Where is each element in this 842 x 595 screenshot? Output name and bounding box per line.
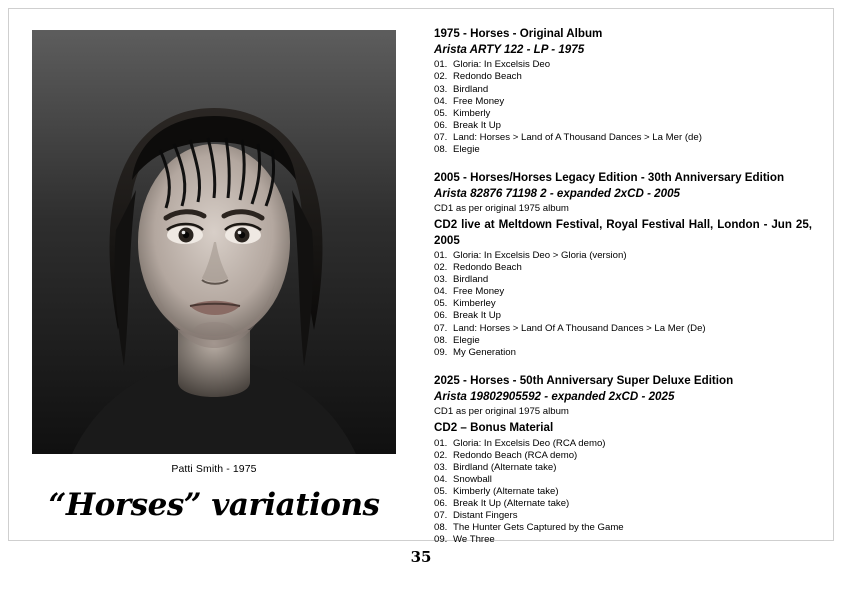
track-title: Birdland (Alternate take) (453, 461, 557, 473)
list-item (434, 108, 812, 120)
list-item (434, 96, 812, 108)
list-item (434, 486, 812, 498)
track-title: My Generation (453, 346, 516, 358)
track-title: Land: Horses > Land of A Thousand Dances > La Mer (de) (453, 131, 702, 143)
track-title: Birdland (453, 83, 489, 95)
track-number: 02. (434, 71, 448, 83)
track-title: Birdland (453, 274, 489, 286)
track-title: Redondo Beach (453, 71, 522, 83)
patti-smith-photo (32, 30, 396, 454)
track-number: 02. (434, 449, 448, 461)
track-title: Elegie (453, 334, 480, 346)
tracklist (434, 438, 812, 547)
track-number: 08. (434, 143, 448, 155)
tracklist (434, 250, 812, 359)
track-title: Break It Up (453, 119, 501, 131)
release-catalog: Arista 82876 71198 2 - expanded 2xCD - 2005 (434, 187, 680, 201)
release-catalog: Arista 19802905592 - expanded 2xCD - 2025 (434, 390, 675, 404)
list-item (434, 450, 812, 462)
track-number: 06. (434, 497, 448, 509)
track-number: 07. (434, 509, 448, 521)
list-item (434, 274, 812, 286)
track-number: 05. (434, 485, 448, 497)
list-item (434, 250, 812, 262)
track-title: Elegie (453, 143, 480, 155)
discography-column (434, 26, 812, 560)
tracklist (434, 59, 812, 156)
track-number: 03. (434, 461, 448, 473)
release-section-1975 (434, 26, 812, 156)
track-number: 09. (434, 346, 448, 358)
list-item (434, 498, 812, 510)
list-item (434, 347, 812, 359)
release-title: 2005 - Horses/Horses Legacy Edition - 30th Anniversary Edition (434, 170, 785, 184)
list-item (434, 59, 812, 71)
track-number: 07. (434, 322, 448, 334)
track-title: Kimberley (453, 298, 496, 310)
release-title: 1975 - Horses - Original Album (434, 27, 603, 40)
list-item (434, 323, 812, 335)
disc-heading: CD2 live at Meltdown Festival, Royal Festival Hall, London - Jun 25, 2005 (434, 218, 812, 247)
list-item (434, 310, 812, 322)
track-number: 09. (434, 534, 448, 546)
release-section-2025 (434, 373, 812, 546)
track-number: 08. (434, 522, 448, 534)
track-number: 01. (434, 437, 448, 449)
track-title: Break It Up (Alternate take) (453, 497, 570, 509)
list-item (434, 144, 812, 156)
release-catalog: Arista ARTY 122 - LP - 1975 (434, 43, 585, 57)
list-item (434, 84, 812, 96)
track-number: 08. (434, 334, 448, 346)
track-number: 07. (434, 131, 448, 143)
track-title: Gloria: In Excelsis Deo (RCA demo) (453, 437, 606, 449)
list-item (434, 522, 812, 534)
track-title: The Hunter Gets Captured by the Game (453, 522, 624, 534)
track-title: Redondo Beach (453, 262, 522, 274)
list-item (434, 462, 812, 474)
track-number: 02. (434, 262, 448, 274)
track-title: We Three (453, 534, 495, 546)
list-item (434, 71, 812, 83)
track-number: 04. (434, 286, 448, 298)
list-item (434, 286, 812, 298)
track-number: 06. (434, 310, 448, 322)
page-title: “Horses” variations (48, 487, 380, 523)
track-number: 06. (434, 119, 448, 131)
photo-caption: Patti Smith - 1975 (171, 463, 257, 475)
list-item (434, 298, 812, 310)
track-title: Break It Up (453, 310, 501, 322)
list-item (434, 534, 812, 546)
track-title: Distant Fingers (453, 509, 518, 521)
track-number: 04. (434, 473, 448, 485)
list-item (434, 132, 812, 144)
release-section-2005 (434, 170, 812, 359)
track-number: 01. (434, 59, 448, 71)
track-number: 03. (434, 274, 448, 286)
track-title: Free Money (453, 286, 505, 298)
disc-heading: CD2 – Bonus Material (434, 421, 554, 435)
disc-note: CD1 as per original 1975 album (434, 203, 569, 215)
track-title: Free Money (453, 95, 505, 107)
page-number: 35 (410, 548, 432, 566)
release-title: 2025 - Horses - 50th Anniversary Super Deluxe Edition (434, 373, 734, 387)
track-number: 05. (434, 298, 448, 310)
portrait-illustration (32, 30, 396, 454)
track-number: 05. (434, 107, 448, 119)
track-number: 03. (434, 83, 448, 95)
track-number: 04. (434, 95, 448, 107)
track-number: 01. (434, 250, 448, 262)
track-title: Snowball (453, 473, 492, 485)
list-item (434, 474, 812, 486)
list-item (434, 335, 812, 347)
track-title: Gloria: In Excelsis Deo > Gloria (version) (453, 250, 627, 262)
track-title: Kimberly (453, 107, 491, 119)
list-item (434, 262, 812, 274)
list-item (434, 510, 812, 522)
track-title: Kimberly (Alternate take) (453, 485, 559, 497)
left-column (32, 30, 396, 523)
track-title: Land: Horses > Land Of A Thousand Dances > La Mer (De) (453, 322, 706, 334)
track-title: Gloria: In Excelsis Deo (453, 59, 551, 71)
list-item (434, 438, 812, 450)
track-title: Redondo Beach (RCA demo) (453, 449, 578, 461)
list-item (434, 120, 812, 132)
disc-note: CD1 as per original 1975 album (434, 406, 569, 418)
